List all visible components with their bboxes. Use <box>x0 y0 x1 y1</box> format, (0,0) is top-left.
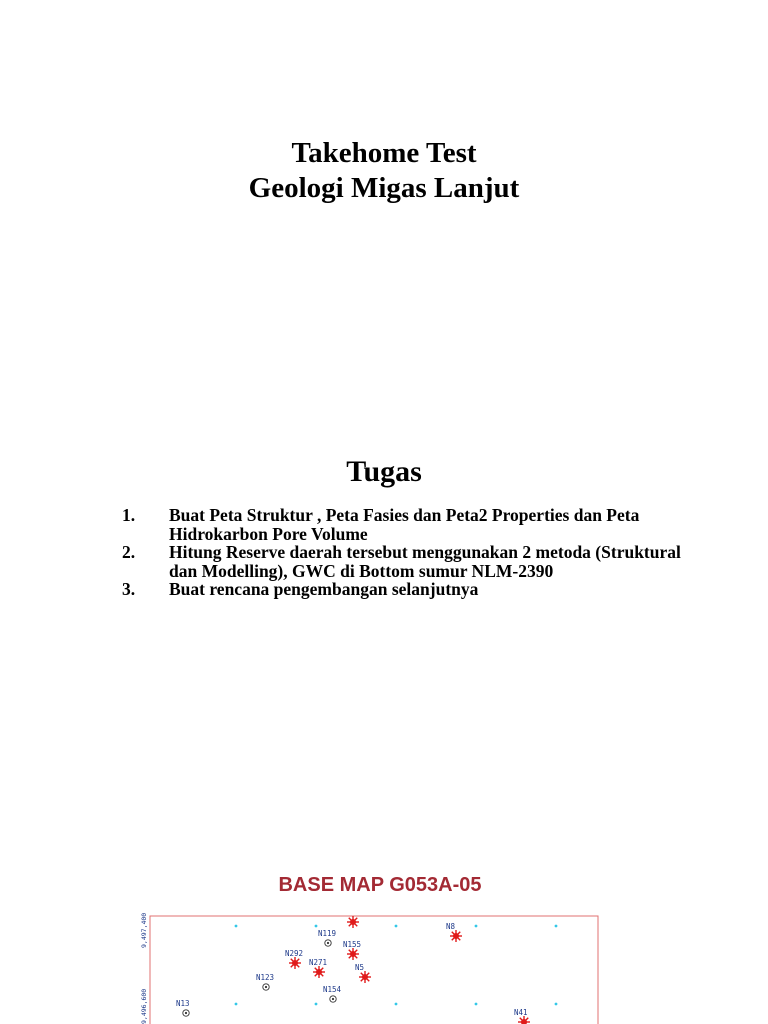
task-text: Buat rencana pengembangan selanjutnya <box>169 579 479 599</box>
well-label: N13 <box>176 999 190 1008</box>
grid-dot <box>555 925 558 928</box>
task-text: Buat Peta Struktur , Peta Fasies dan Peta2 Properties dan Peta Hidrokarbon Pore Volume <box>169 505 640 544</box>
section-heading: Tugas <box>346 455 422 488</box>
task-number: 1. <box>122 505 136 525</box>
well-marker <box>347 916 359 928</box>
task-item <box>122 543 682 580</box>
map-title: BASE MAP G053A-05 <box>278 874 482 896</box>
well-label: N292 <box>285 949 304 958</box>
map-frame <box>150 916 598 1024</box>
grid-dot <box>235 1003 238 1006</box>
page-title: Takehome Test <box>291 137 477 169</box>
task-text: Hitung Reserve daerah tersebut menggunakan 2 metoda (Struktural dan Modelling), GWC di Bottom sumur NLM-2390 <box>169 542 681 581</box>
grid-dot <box>315 1003 318 1006</box>
well-marker <box>263 984 269 990</box>
well-marker <box>289 957 301 969</box>
task-number: 3. <box>122 579 136 599</box>
title-block <box>0 136 768 206</box>
task-item <box>122 580 682 599</box>
well-marker <box>518 1016 530 1024</box>
well-label: N271 <box>309 958 328 967</box>
well-label: N155 <box>343 940 362 949</box>
well-marker <box>330 996 336 1002</box>
well-marker <box>359 971 371 983</box>
grid-dots <box>235 925 558 1006</box>
grid-dot <box>395 925 398 928</box>
grid-dot <box>315 925 318 928</box>
grid-dot <box>235 925 238 928</box>
base-map <box>138 906 608 1024</box>
base-map-canvas <box>138 906 608 1024</box>
y-axis-label: 9,497,400 <box>140 912 148 948</box>
y-axis-label: 9,496,600 <box>140 988 148 1024</box>
wells-layer <box>176 916 530 1024</box>
well-label: N41 <box>514 1008 528 1017</box>
well-marker <box>183 1010 189 1016</box>
well-marker <box>325 940 331 946</box>
well-label: N5 <box>355 963 365 972</box>
grid-dot <box>475 925 478 928</box>
task-list <box>122 506 682 599</box>
grid-dot <box>555 1003 558 1006</box>
page-subtitle: Geologi Migas Lanjut <box>248 172 520 204</box>
well-marker <box>313 966 325 978</box>
well-label: N8 <box>446 922 456 931</box>
well-label: N154 <box>323 985 342 994</box>
task-item <box>122 506 682 543</box>
well-label: N119 <box>318 929 337 938</box>
grid-dot <box>395 1003 398 1006</box>
grid-dot <box>475 1003 478 1006</box>
well-label: N123 <box>256 973 275 982</box>
well-marker <box>450 930 462 942</box>
well-marker <box>347 948 359 960</box>
task-number: 2. <box>122 542 136 562</box>
